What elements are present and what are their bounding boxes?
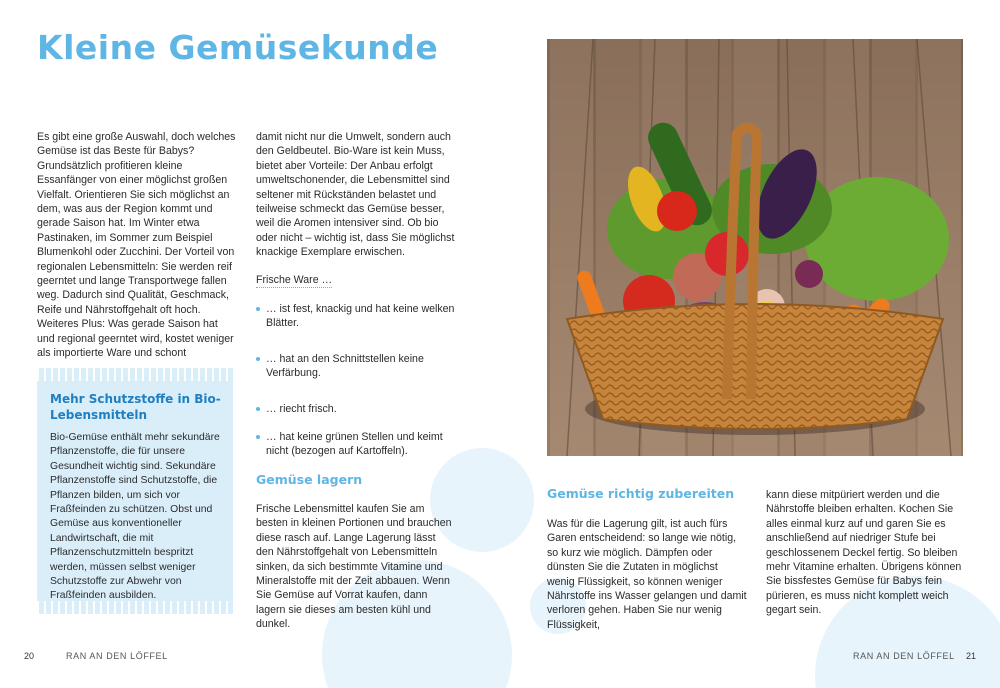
fresh-goods-label: Frische Ware … (256, 274, 333, 286)
list-item: … hat an den Schnittstellen keine Verfärbung. (256, 352, 456, 381)
list-item: … hat keine grünen Stellen und keimt nicht (bezogen auf Kartoffeln). (256, 430, 456, 459)
body-column-3 (547, 517, 747, 632)
cooking-text: Was für die Lagerung gilt, ist auch fürs Garen entscheidend: so lange wie nötig, so kurz wie möglich. Dämpfen oder dünsten Sie die Zutaten in möglichst wenig Flüssigkeit, so können weniger Nährstoffe ins Wasser gelangen und damit verloren gehen. Haben Sie nur wenig Flüssigkeit, (547, 518, 747, 631)
fresh-goods-list (256, 302, 456, 459)
intro-text: Es gibt eine große Auswahl, doch welches Gemüse ist das Beste für Babys? Grundsätzlich profitieren kleine Essanfänger von einer möglichst großen Vielfalt. Orientieren Sie sich möglichst an dem, was aus der Region kommt und gerade Saison hat. Im Winter etwa Pastinaken, im Sommer zum Beispiel Blumenkohl oder Zucchini. Der Vorteil von regionalen Lebensmitteln: Sie werden reif geerntet und lange Transportwege fallen weg. Dadurch sind Qualität, Geschmack, Reife und Nährstoffgehalt oft hoch. Weiteres Plus: Was gerade Saison hat und regional geerntet wird, kostet weniger als importierte Ware und schont (37, 131, 236, 360)
cooking-text-continued: kann diese mitpüriert werden und die Nährstoffe bleiben erhalten. Kochen Sie alles einmal kurz auf und garen Sie es anschließend auf niedriger Stufe bei geschlossenem Deckel fertig. So bleiben mehr Vitamine erhalten. Übrigens können Sie bissfestes Gemüse für Babys fein pürieren, es muss nicht komplett weich gegart sein. (766, 489, 962, 617)
box-stripe-top (37, 368, 233, 381)
running-head-left: RAN AN DEN LÖFFEL (66, 651, 168, 661)
page-number-right: 21 (966, 651, 977, 661)
cooking-heading: Gemüse richtig zubereiten (547, 486, 735, 501)
page-number-left: 20 (24, 651, 35, 661)
storage-heading: Gemüse lagern (256, 472, 363, 487)
storage-column (256, 502, 456, 632)
list-item: … riecht frisch. (256, 402, 456, 416)
page-title: Kleine Gemüsekunde (37, 28, 439, 67)
vegetable-basket-illustration (547, 39, 963, 456)
vegetable-basket-photo (547, 39, 963, 456)
list-item: … ist fest, knackig und hat keine welken Blätter. (256, 302, 456, 331)
storage-text: Frische Lebensmittel kaufen Sie am besten in kleinen Portionen und brauchen diese rasch auf. Lange Lagerung lässt den Nährstoffgehalt von Lebensmitteln sinken, da sich bestimmte Vitamine und Mineralstoffe mit der Zeit abbauen. Wenn Sie Gemüse auf Vorrat kaufen, dann lagern sie dieses am besten kühl und dunkel. (256, 503, 452, 631)
body-column-1 (37, 130, 237, 361)
bio-text: damit nicht nur die Umwelt, sondern auch den Geldbeutel. Bio-Ware ist kein Muss, bietet aber Vorteile: Der Anbau erfolgt umweltschonender, die Lebensmittel sind seltener mit Rückständen belastet und teilweise schmeckt das Gemüse besser, weil die Aromen intensiver sind. Ob bio oder nicht – wichtig ist, dass Sie möglichst knackige Exemplare erwischen. (256, 131, 455, 259)
body-column-2 (256, 130, 456, 260)
info-box (37, 368, 233, 614)
info-box-text: Bio-Gemüse enthält mehr sekundäre Pflanzenstoffe, die für unsere Gesundheit wichtig sind. Sekundäre Pflanzenstoffe sind Schutzstoffe, die Pflanzen bilden, um sich vor Fraßfeinden zu schützen. Obst und Gemüse aus konventioneller Landwirtschaft, die mit Pflanzenschutzmitteln bespritzt werden, müssen selbst weniger Schutzstoffe zur Abwehr von Fraßfeinden ausbilden. (50, 432, 220, 602)
body-column-4 (766, 488, 966, 618)
info-box-title: Mehr Schutzstoffe in Bio-Lebensmitteln (50, 392, 221, 422)
box-stripe-bottom (37, 601, 233, 614)
running-head-right: RAN AN DEN LÖFFEL (853, 651, 955, 661)
